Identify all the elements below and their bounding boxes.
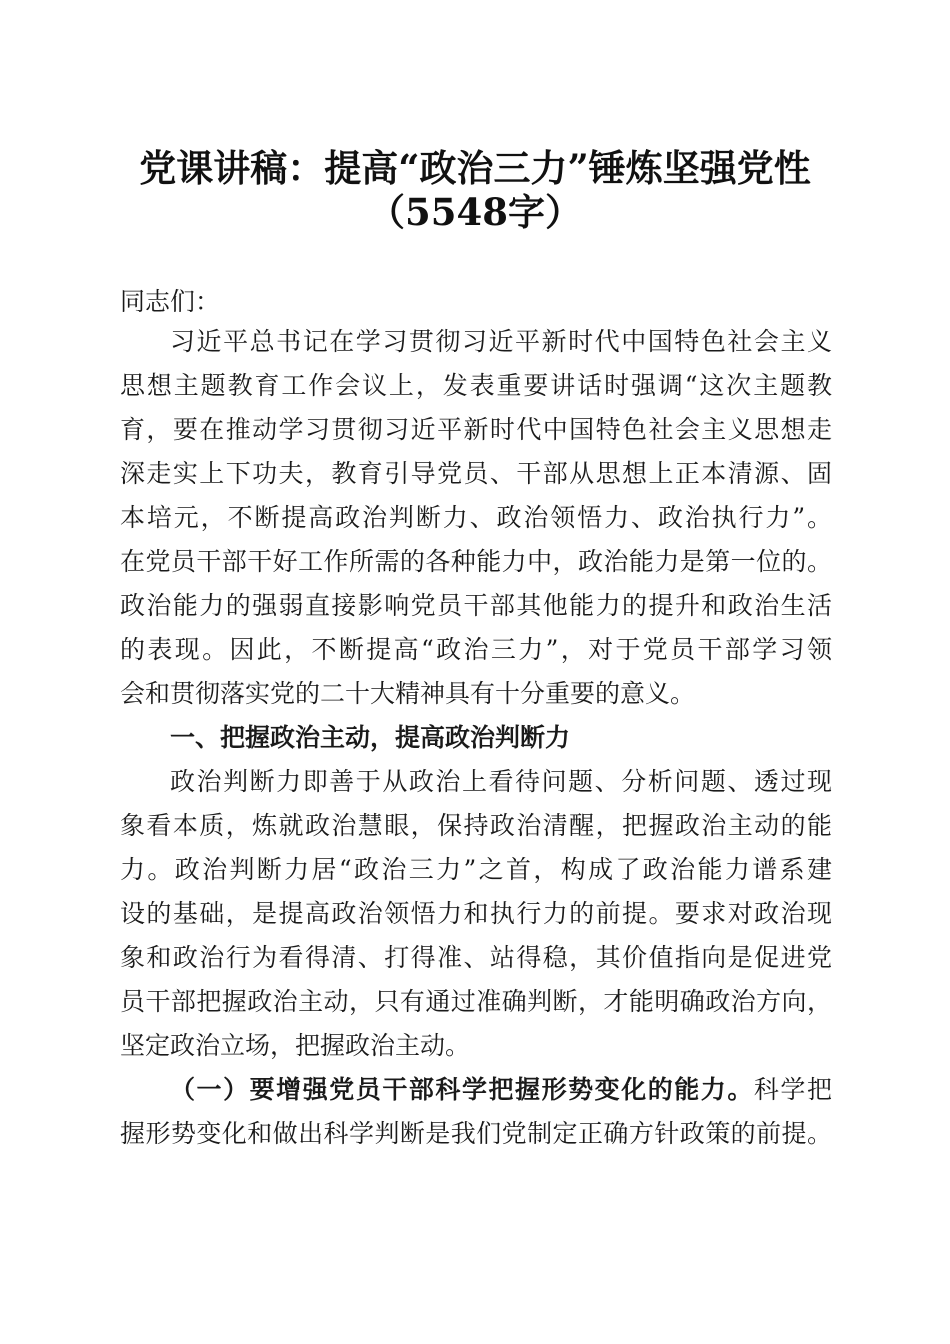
paragraph-line: 员干部把握政治主动，只有通过准确判断，才能明确政治方向， [120,987,832,1016]
paragraph-line: 习近平总书记在学习贯彻习近平新时代中国特色社会主义 [170,327,832,356]
paragraph-line: 会和贯彻落实党的二十大精神具有十分重要的意义。 [120,679,696,708]
paragraph-line: 的表现。因此，不断提高“政治三力”，对于党员干部学习领 [120,635,832,664]
subsection-text: 科学把 [753,1075,832,1104]
section-heading: 一、把握政治主动，提高政治判断力 [170,723,571,752]
salutation: 同志们： [120,287,221,316]
paragraph-line: 思想主题教育工作会议上，发表重要讲话时强调“这次主题教 [120,371,832,400]
paragraph-line: 握形势变化和做出科学判断是我们党制定正确方针政策的前提。 [120,1119,832,1148]
paragraph-line: 坚定政治立场，把握政治主动。 [120,1031,471,1060]
paragraph-line: 设的基础，是提高政治领悟力和执行力的前提。要求对政治现 [120,899,832,928]
paragraph-line: 象看本质，炼就政治慧眼，保持政治清醒，把握政治主动的能 [120,811,832,840]
paragraph-line: 政治能力的强弱直接影响党员干部其他能力的提升和政治生活 [120,591,832,620]
subsection-heading: （一）要增强党员干部科学把握形势变化的能力。 [170,1075,754,1104]
paragraph-line: 象和政治行为看得清、打得准、站得稳，其价值指向是促进党 [120,943,832,972]
subsection-line [170,1073,832,1107]
paragraph-line: 力。政治判断力居“政治三力”之首，构成了政治能力谱系建 [120,855,832,884]
paragraph-line: 育，要在推动学习贯彻习近平新时代中国特色社会主义思想走 [120,415,832,444]
document-word-count: （5548字） [368,190,582,234]
document-title: 党课讲稿：提高“政治三力”锤炼坚强党性 [139,146,811,190]
paragraph-line: 政治判断力即善于从政治上看待问题、分析问题、透过现 [170,767,832,796]
paragraph-line: 本培元，不断提高政治判断力、政治领悟力、政治执行力”。 [120,503,832,532]
paragraph-line: 在党员干部干好工作所需的各种能力中，政治能力是第一位的。 [120,547,832,576]
paragraph-line: 深走实上下功夫，教育引导党员、干部从思想上正本清源、固 [120,459,832,488]
